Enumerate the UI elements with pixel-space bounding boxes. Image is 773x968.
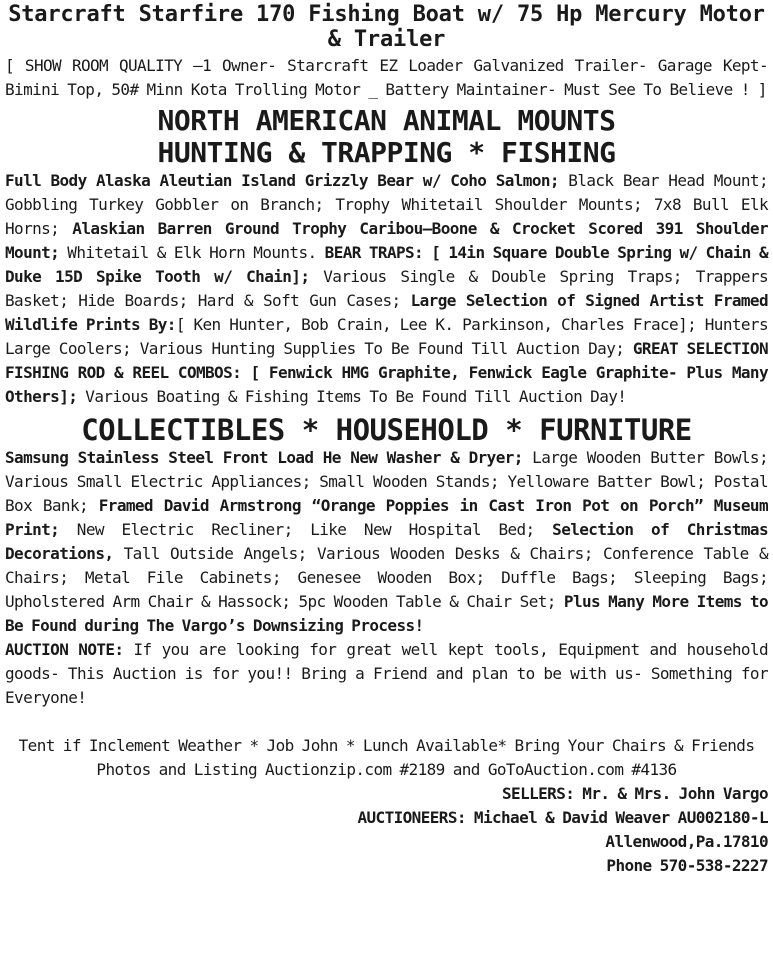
household-item: Framed David Armstrong “Orange Poppies in Cast Iron Pot on Porch” Museum Print; xyxy=(5,496,768,539)
mounts-items xyxy=(5,169,768,409)
mounts-item: GREAT SELECTION FISHING ROD & REEL COMBOS: [ Fenwick HMG Graphite, Fenwick Eagle Graphite- Plus Many Others]; xyxy=(5,339,768,406)
auction-note-text: If you are looking for great well kept tools, Equipment and household goods- This Auction is for you!! Bring a Friend and plan to be with us- Something for Everyone! xyxy=(5,640,768,707)
auction-note-label: AUCTION NOTE: xyxy=(5,640,124,659)
mounts-item: Alaskian Barren Ground Trophy Caribou–Boone & Crocket Scored 391 Shoulder Mount; xyxy=(5,219,769,262)
auctioneers: AUCTIONEERS: Michael & David Weaver AU002180-L xyxy=(357,808,768,827)
mounts-item: Full Body Alaska Aleutian Island Grizzly Bear w/ Coho Salmon; xyxy=(5,171,559,190)
household-item: Selection of Christmas Decorations, xyxy=(5,520,768,563)
household-item: New Electric Recliner; Like New Hospital Bed; xyxy=(59,520,553,539)
listing-title: Starcraft Starfire 170 Fishing Boat w/ 75 Hp Mercury Motor & Trailer xyxy=(8,2,765,52)
household-items xyxy=(5,446,768,638)
mounts-item: Various Boating & Fishing Items To Be Found Till Auction Day! xyxy=(77,387,627,406)
spacer xyxy=(5,710,768,734)
mounts-item: Large Selection of Signed Artist Framed Wildlife Prints By: xyxy=(5,291,768,334)
household-item: Large Wooden Butter Bowls; Various Small Electric Appliances; Small Wooden Stands; Yelloware Batter Bowl; Postal Box Bank; xyxy=(5,448,769,515)
mounts-item: Whitetail & Elk Horn Mounts. xyxy=(59,243,325,262)
mounts-item: [ Ken Hunter, Bob Crain, Lee K. Parkinson, Charles Frace]; Hunters Large Coolers; Various Hunting Supplies To Be Found Till Auction Day; xyxy=(5,315,768,358)
phone: Phone 570-538-2227 xyxy=(606,856,768,875)
photos-listing: Photos and Listing Auctionzip.com #2189 and GoToAuction.com #4136 xyxy=(96,760,677,779)
household-heading: COLLECTIBLES * HOUSEHOLD * FURNITURE xyxy=(81,413,692,447)
household-item: Plus Many More Items to Be Found during The Vargo’s Downsizing Process! xyxy=(5,592,768,635)
sellers: SELLERS: Mr. & Mrs. John Vargo xyxy=(502,784,768,803)
mounts-item: BEAR TRAPS: [ 14in Square Double Spring w/ Chain & Duke 15D Spike Tooth w/ Chain]; xyxy=(5,243,768,286)
mounts-heading-2: HUNTING & TRAPPING * FISHING xyxy=(157,136,616,169)
household-item: Tall Outside Angels; Various Wooden Desks & Chairs; Conference Table & Chairs; Metal File Cabinets; Genesee Wooden Box; Duffle Bags; Sleeping Bags; Upholstered Arm Chair & Hassock; 5pc Wooden Table & Chair Set; xyxy=(5,544,768,611)
mounts-item: Black Bear Head Mount; Gobbling Turkey Gobbler on Branch; Trophy Whitetail Shoulder Mounts; 7x8 Bull Elk Horns; xyxy=(5,171,768,238)
location: Allenwood,Pa.17810 xyxy=(605,832,768,851)
amenities: Tent if Inclement Weather * Job John * Lunch Available* Bring Your Chairs & Friends xyxy=(18,736,755,755)
household-item: Samsung Stainless Steel Front Load He New Washer & Dryer; xyxy=(5,448,523,467)
auction-note xyxy=(5,638,768,710)
mounts-item: Various Single & Double Spring Traps; Trappers Basket; Hide Boards; Hard & Soft Gun Cases; xyxy=(5,267,768,310)
boat-details: [ SHOW ROOM QUALITY –1 Owner- Starcraft EZ Loader Galvanized Trailer- Garage Kept-Bimini Top, 50# Minn Kota Trolling Motor _ Battery Maintainer- Must See To Believe ! ] xyxy=(5,56,768,99)
mounts-heading-1: NORTH AMERICAN ANIMAL MOUNTS xyxy=(157,104,616,137)
